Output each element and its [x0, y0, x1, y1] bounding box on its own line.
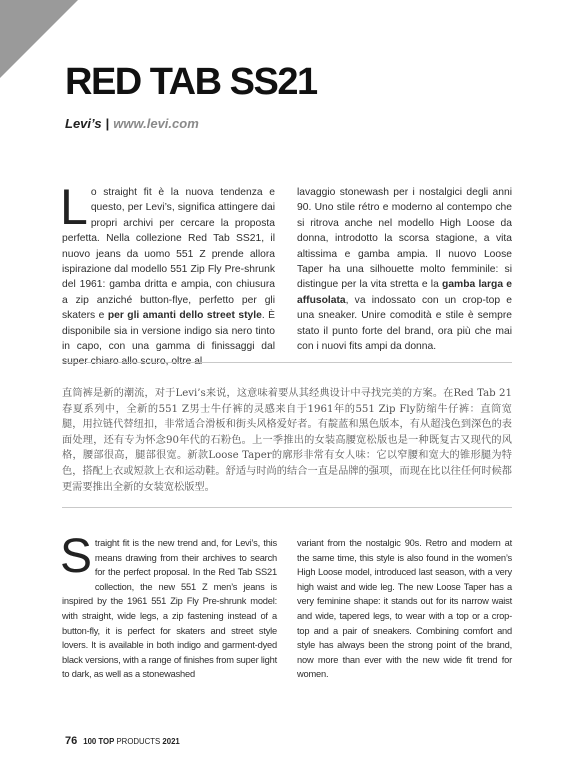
- divider-top: [62, 362, 512, 363]
- page-number: 76: [65, 735, 78, 747]
- italian-right-text-2: , va indossato con un crop-top e una sneaker. Unire comodità e stile è sempre stato il punto forte del brand, ora più che mai con i nuovi fits ampi da donna.: [297, 294, 512, 353]
- page-footer: [65, 731, 180, 749]
- website-link[interactable]: www.levi.com: [113, 116, 199, 131]
- publication-name-middle: PRODUCTS: [116, 737, 161, 746]
- chinese-paragraph: 直筒裤是新的潮流，对于Levi’s来说，这意味着要从其经典设计中寻找完美的方案。在Red Tab 21春夏系列中，全新的551 Z男士牛仔裤的灵感来自于1961年的551 Zip Fly防缩牛仔裤：直筒宽腿，用拉链代替纽扣，非常适合滑板和街头风格爱好者。有靛蓝和黑色版本，有从超浅色到深色的表面处理，还有专为怀念90年代的石粉色。上一季推出的女装高腰宽松版也是一种既复古又现代的风格，腰部很高，腿部很宽。新款Loose Taper的廓形非常有女人味：它以窄腰和宽大的锥形腿为特色，搭配上衣或短款上衣和运动鞋。舒适与时尚的结合一直是品牌的强项，而现在比以往任何时候都更需要推出全新的女装宽松版型。: [62, 388, 512, 493]
- publication-name-bold: 100 TOP: [83, 737, 115, 746]
- english-left-text: traight fit is the new trend and, for Levi’s, this means drawing from their archives to search for the perfect proposal. In the Red Tab SS21 collection, the new 551 Z men’s jeans is inspired by the 1961 551 Zip Fly Pre-shrunk model: with straight, wide legs, a zip fastening instead of a button-fly, it is perfect for skaters and street style lovers. It is available in both indigo and garment-dyed black versions, with a range of finishes from super light to dark, as well as a stonewashed: [62, 538, 277, 680]
- divider-bottom: [62, 507, 512, 508]
- publication-year: 2021: [162, 737, 180, 746]
- italian-drop-cap: L: [60, 179, 88, 235]
- italian-left-bold: per gli amanti dello street style: [107, 310, 262, 322]
- italian-right-bold: gamba larga e affusolata: [297, 279, 512, 306]
- byline: [65, 116, 199, 131]
- italian-right-text-1: lavaggio stonewash per i nostalgici degli anni 90. Uno stile rétro e moderno al contempo che si ritrova anche nel modello High Loose da donna, introdotto la scorsa stagione, a vita altissima e gamba ampia. Il nuovo Loose Taper ha una silhouette molto femminile: si distingue per la vita stretta e la: [297, 187, 512, 291]
- page-title: RED TAB SS21: [65, 61, 317, 103]
- byline-separator: |: [105, 116, 110, 131]
- english-right-column: variant from the nostalgic 90s. Retro and modern at the same time, this style is also found in the women’s High Loose model, introduced last season, with a very high waist and wide leg. The new Loose Taper has a very feminine shape: it stands out for its narrow waist and wide, tapered legs, to wear with a top or a crop-top and a pair of sneakers. Combining comfort and style has always been the strong point of the brand, now more than ever with the new wide fit trend for women.: [297, 538, 512, 680]
- english-drop-cap: S: [60, 530, 92, 583]
- italian-left-text-2: . È disponibile sia in versione indigo sia nero tinto in capo, con una gamma di finissaggi dal super chiaro allo scuro, oltre al: [62, 310, 275, 368]
- publication-name: [83, 737, 180, 746]
- italian-right-column: [297, 185, 512, 354]
- english-left-column: [60, 530, 277, 682]
- italian-left-column: [60, 179, 275, 370]
- brand-name: Levi’s: [65, 116, 102, 131]
- italian-left-text-1: o straight fit è la nuova tendenza e questo, per Levi’s, significa attingere dai propri archivi per cercare la proposta perfetta. Nella collezione Red Tab SS21, il nuovo jeans da uomo 551 Z prende allora ispirazione dal modello 551 Zip Fly Pre-shrunk del 1961: gamba dritta e ampia, con chiusura a zip anziché button-flye, perfetto per gli skaters e: [62, 187, 275, 322]
